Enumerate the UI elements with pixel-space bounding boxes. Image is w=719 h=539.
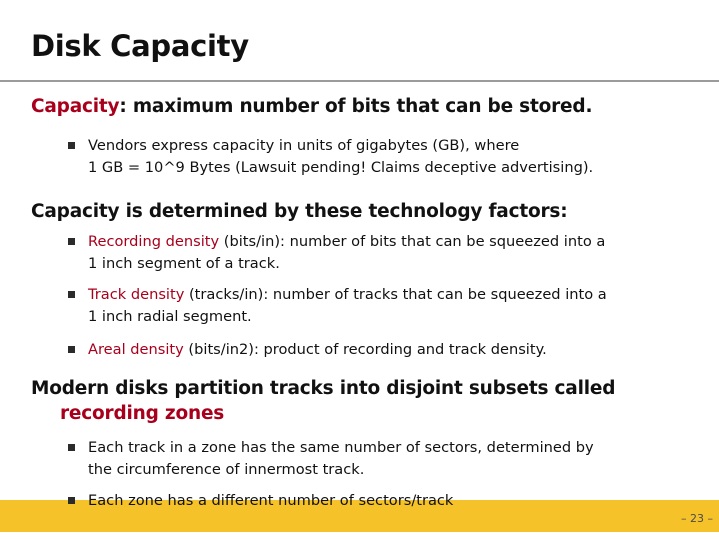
bullet-text [88,437,594,481]
bullet-square-icon [68,497,75,504]
bullet-text [88,135,593,179]
page-number: – 23 – [681,512,713,525]
bullet-square-icon [68,291,75,298]
bullet-text [88,490,453,512]
bullet-text [88,339,547,361]
bullet-line: Vendors express capacity in units of gigabytes (GB), where [88,137,520,154]
recording-zones-term: recording zones [60,403,225,424]
bullet-line: the circumference of innermost track. [88,461,365,478]
bullet-line-rest: (bits/in): number of bits that can be squeezed into a [219,233,606,250]
capacity-heading [31,94,592,119]
capacity-term: Capacity [31,96,120,117]
bullet-line [88,284,607,306]
bullet-line-rest: (tracks/in): number of tracks that can be squeezed into a [184,286,607,303]
bullet-text [88,284,607,328]
bullet-line: 1 inch radial segment. [88,308,252,325]
capacity-definition: : maximum number of bits that can be stored. [119,96,593,117]
bullet-line: Each track in a zone has the same number of sectors, determined by [88,439,594,456]
bullet-square-icon [68,142,75,149]
zones-heading-line: Modern disks partition tracks into disjoint subsets called [31,378,616,399]
bullet-line [88,339,547,361]
bullet-text [88,231,605,275]
bullet-line: 1 GB = 10^9 Bytes (Lawsuit pending! Claims deceptive advertising). [88,159,594,176]
track-density-term: Track density [88,286,185,303]
bullet-square-icon [68,346,75,353]
recording-density-term: Recording density [88,233,220,250]
bullet-line [88,231,605,253]
bullet-square-icon [68,238,75,245]
areal-density-term: Areal density [88,341,184,358]
factors-heading: Capacity is determined by these technology factors: [31,201,568,222]
bullet-square-icon [68,444,75,451]
title-divider [0,80,719,82]
zones-heading [31,376,615,426]
bullet-line: Each zone has a different number of sectors/track [88,492,454,509]
bullet-line: 1 inch segment of a track. [88,255,280,272]
slide-title: Disk Capacity [31,29,249,63]
bullet-line-rest: (bits/in2): product of recording and track density. [183,341,547,358]
